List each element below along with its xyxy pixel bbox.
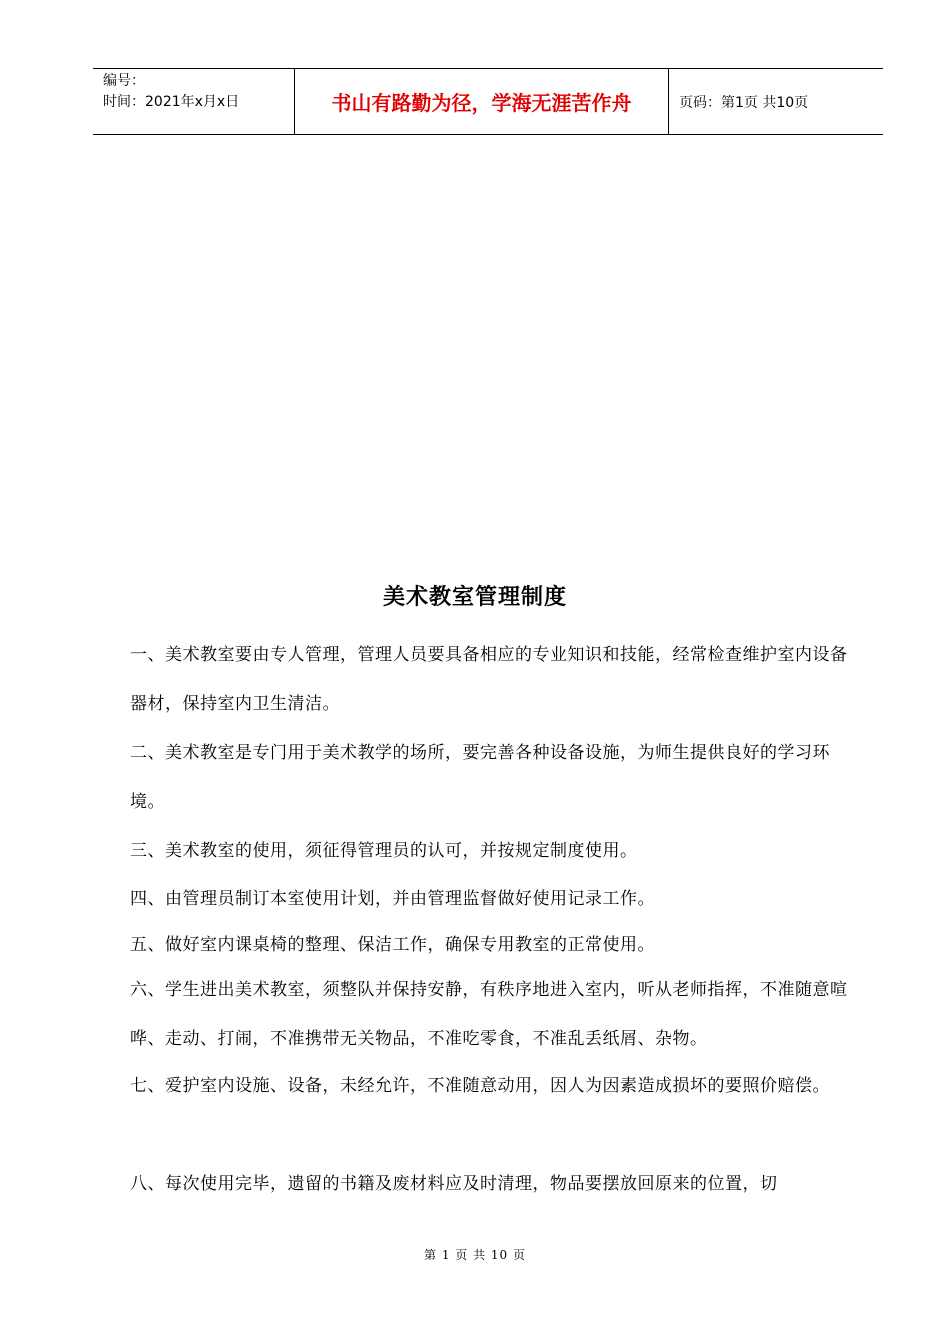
paragraph-8: 八、每次使用完毕，遗留的书籍及废材料应及时清理，物品要摆放回原来的位置，切 <box>130 1174 778 1194</box>
document-title: 美术教室管理制度 <box>382 584 567 610</box>
page-footer: 第 1 页 共 10 页 <box>424 1248 526 1262</box>
paragraph-2: 二、美术教室是专门用于美术教学的场所，要完善各种设备设施，为师生提供良好的学习环境。 <box>130 743 830 812</box>
number-label: 编号： <box>103 73 145 89</box>
paragraph-5: 五、做好室内课桌椅的整理、保洁工作，确保专用教室的正常使用。 <box>130 935 655 955</box>
header-motto: 书山有路勤为径，学海无涯苦作舟 <box>294 69 669 134</box>
time-label: 时间：2021年x月x日 <box>103 94 240 110</box>
paragraph-7: 七、爱护室内设施、设备，未经允许，不准随意动用，因人为因素造成损坏的要照价赔偿。 <box>130 1076 830 1096</box>
paragraph-4: 四、由管理员制订本室使用计划，并由管理监督做好使用记录工作。 <box>130 889 655 909</box>
header-meta <box>93 69 294 134</box>
paragraph-3: 三、美术教室的使用，须征得管理员的认可，并按规定制度使用。 <box>130 841 638 861</box>
header-page-info: 页码：第1页 共10页 <box>679 94 809 111</box>
page-header <box>93 68 883 135</box>
paragraph-6: 六、学生进出美术教室，须整队并保持安静，有秩序地进入室内，听从老师指挥，不准随意喧哗、走动、打闹，不准携带无关物品，不准吃零食，不准乱丢纸屑、杂物。 <box>130 980 848 1049</box>
paragraph-1: 一、美术教室要由专人管理，管理人员要具备相应的专业知识和技能，经常检查维护室内设备器材，保持室内卫生清洁。 <box>130 645 848 714</box>
